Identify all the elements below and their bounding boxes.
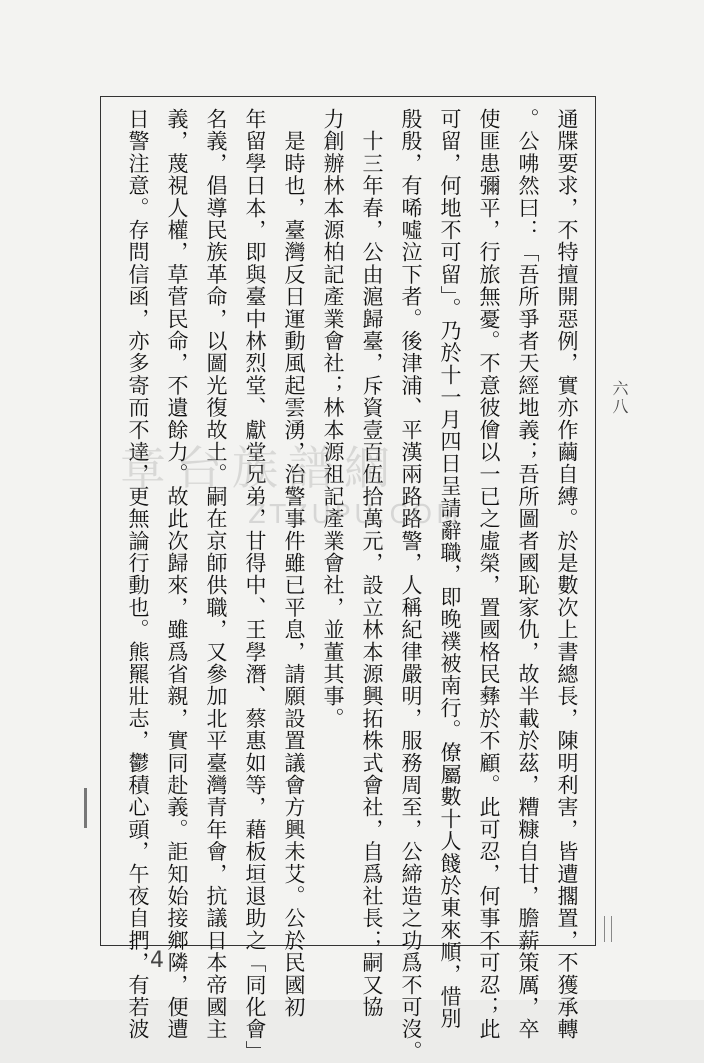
watermark-text: 章台族譜網 <box>120 441 400 495</box>
handwritten-margin-mark: 4 <box>150 948 164 973</box>
text-column-6: 十三年春，公由滬歸臺，斥資壹百伍拾萬元，設立林本源興拓株式會社，自爲社長；嗣又協 <box>360 108 384 1019</box>
text-column-5: 殷殷，有唏噓泣下者。後津浦、平漢兩路路警，人稱紀律嚴明，服務周至，公締造之功爲不可沒。 <box>399 108 423 1063</box>
text-column-2: 。公咈然曰：「吾所爭者天經地義；吾所圖者國恥家仇，故半載於茲，糟糠自甘，膽薪策厲，卒 <box>516 108 540 1041</box>
text-column-3: 使匪患彌平，行旅無憂。不意彼儈以一已之虛榮，置國格民彝於不顧。此可忍，何事不可忍；此 <box>477 108 501 1041</box>
watermark-url: ZTZUPU.COM <box>248 500 463 530</box>
text-column-8: 是時也，臺灣反日運動風起雲湧，治警事件雖已平息，請願設置議會方興未艾。公於民國初 <box>282 108 306 1019</box>
text-column-7: 力創辦林本源柏記產業會社；林本源祖記產業會社，並董其事。 <box>321 108 345 730</box>
page-number: 六八 <box>610 380 629 416</box>
text-column-4: 可留，何地不可留」。乃於十一月四日呈請辭職，即晚襆被南行。僚屬數十人餞於東來順，惜別 <box>438 108 462 1030</box>
text-column-10: 名義，倡導民族革命，以圖光復故土。嗣在京師供職，又參加北平臺灣青年會，抗議日本帝國主 <box>204 108 228 1041</box>
scan-artifact-left <box>84 788 87 828</box>
text-column-11: 義，蔑視人權，草菅民命，不遺餘力。故此次歸來，雖爲省親，實同赴義。詎知始接鄉隣，便遭 <box>165 108 189 1041</box>
text-column-12: 日警注意。存問信函，亦多寄而不達，更無論行動也。熊羆壯志，鬱積心頭，午夜自捫，有若波 <box>126 108 150 1041</box>
text-column-1: 通牒要求，不特擅開惡例，實亦作繭自縛。於是數次上書總長，陳明利害，皆遭擱置，不獲承轉 <box>555 108 579 1041</box>
scan-artifact-right <box>604 916 612 942</box>
text-column-9: 年留學日本，即與臺中林烈堂、獻堂兄弟，甘得中、王學潛、蔡惠如等，藉板垣退助之「同化會」 <box>243 108 267 1063</box>
